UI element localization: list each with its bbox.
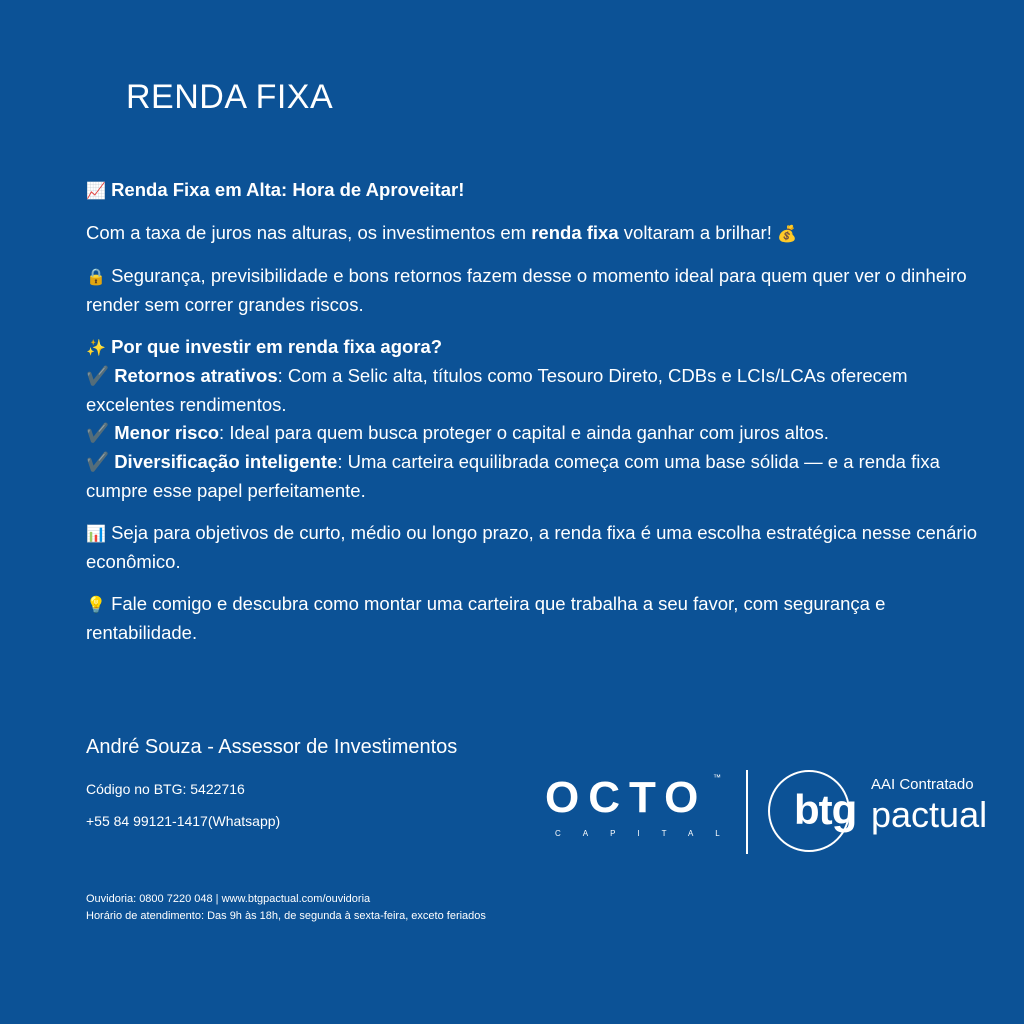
btg-logo-text: btg (794, 786, 857, 833)
light-bulb-icon: 💡 (86, 595, 106, 614)
author-name: André Souza - Assessor de Investimentos (86, 736, 458, 758)
footer (86, 891, 486, 925)
octo-subtitle: CAPITAL (555, 829, 742, 838)
money-bag-icon: 💰 (776, 224, 797, 243)
logo-divider (746, 770, 748, 854)
security-paragraph: 🔒 Segurança, previsibilidade e bons retornos fazem desse o momento ideal para quem quer ver o dinheiro render sem correr grandes riscos. (86, 265, 967, 315)
post-content (86, 176, 996, 661)
phone-number: +55 84 99121-1417(Whatsapp) (86, 813, 281, 829)
trademark-mark: ™ (713, 773, 721, 782)
check-icon: ✔️ (86, 452, 110, 473)
intro-paragraph: Com a taxa de juros nas alturas, os investimentos em renda fixa voltaram a brilhar! 💰 (86, 222, 797, 243)
why-heading: Por que investir em renda fixa agora? (111, 336, 443, 357)
octo-capital-logo (545, 773, 742, 853)
octo-logo-text: OCTO (545, 773, 708, 822)
pactual-logo-text: pactual (871, 794, 988, 835)
page-title: RENDA FIXA (126, 78, 334, 116)
btg-pactual-logo (768, 768, 988, 858)
bar-chart-icon: 📊 (86, 524, 106, 543)
why-section: ✨ Por que investir em renda fixa agora? ✔️ Retornos atrativos: Com a Selic alta, títulos como Tesouro Direto, CDBs e LCIs/LCAs oferecem excelentes rendimentos. ✔️ Menor risco: Ideal para quem busca proteger o capital e ainda ganhar com juros altos. ✔️ Diversificação inteligente: Uma carteira equilibrada começa com uma base sólida — e a renda fixa cumpre esse papel perfeitamente. (86, 336, 940, 501)
aai-contratado-label: AAI Contratado (871, 776, 974, 793)
strategy-paragraph: 📊 Seja para objetivos de curto, médio ou longo prazo, a renda fixa é uma escolha estratégica nesse cenário econômico. (86, 522, 977, 572)
sparkles-icon: ✨ (86, 338, 106, 357)
ouvidoria-info: Ouvidoria: 0800 7220 048 | www.btgpactual.com/ouvidoria (86, 893, 371, 905)
headline (86, 176, 996, 205)
chart-increasing-icon: 📈 (86, 181, 106, 200)
check-icon: ✔️ (86, 366, 110, 387)
headline-text: Renda Fixa em Alta: Hora de Aproveitar! (111, 179, 465, 200)
check-icon: ✔️ (86, 423, 110, 444)
contact-paragraph: 💡 Fale comigo e descubra como montar uma carteira que trabalha a seu favor, com segurança e rentabilidade. (86, 593, 886, 643)
opening-hours: Horário de atendimento: Das 9h às 18h, de segunda à sexta-feira, exceto feriados (86, 910, 486, 922)
btg-code: Código no BTG: 5422716 (86, 781, 245, 797)
lock-icon: 🔒 (86, 267, 106, 286)
